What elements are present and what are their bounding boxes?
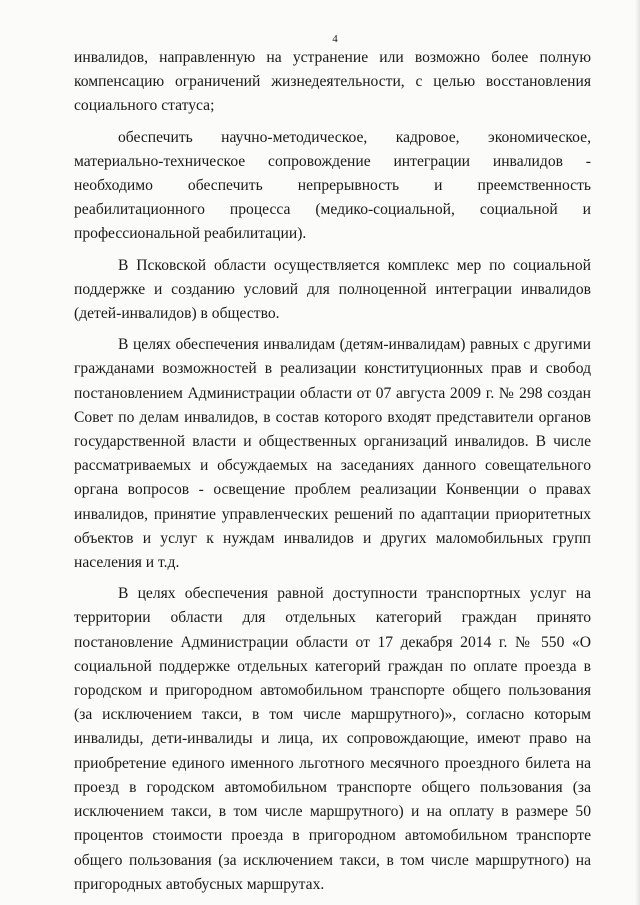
- paragraph-4: В целях обеспечения инвалидам (детям-инвалидам) равных с другими гражданами возможностей в реализации конституционных прав и свобод постановлением Администрации области от 07 августа 2009 г. № 298 создан Совет по делам инвалидов, в состав которого входят представители органов государственной власти и общественных организаций инвалидов. В числе рассматриваемых и обсуждаемых на заседаниях данного совещательного органа вопросов - освещение проблем реализации Конвенции о правах инвалидов, принятие управленческих решений по адаптации приоритетных объектов и услуг к нуждам инвалидов и других маломобильных групп населения и т.д.: [74, 336, 591, 572]
- paragraph-5: В целях обеспечения равной доступности транспортных услуг на территории области для отдельных категорий граждан принято постановление Администрации области от 17 декабря 2014 г. № 550 «О социальной поддержке отдельных категорий граждан по оплате проезда в городском и пригородном автомобильном транспорте общего пользования (за исключением такси, в том числе маршрутного)», согласно которым инвалиды, дети-инвалиды и лица, их сопровождающие, имеют право на приобретение единого именного льготного месячного проездного билета на проезд в городском автомобильном транспорте общего пользования (за исключением такси, в том числе маршрутного) и на оплату в размере 50 процентов стоимости проезда в пригородном автомобильном транспорте общего пользования (за исключением такси, в том числе маршрутного) на пригородных автобусных маршрутах.: [74, 585, 591, 893]
- page-number: 4: [332, 33, 338, 45]
- scan-edge: [635, 0, 640, 905]
- document-body: [74, 46, 591, 897]
- paragraph-3: В Псковской области осуществляется комплекс мер по социальной поддержке и созданию условий для полноценной интеграции инвалидов (детей-инвалидов) в общество.: [74, 256, 591, 323]
- paragraph-2: обеспечить научно-методическое, кадровое, экономическое, материально-техническое сопровождение интеграции инвалидов - необходимо обеспечить непрерывность и преемственность реабилитационного процесса (медико-социальной, социальной и профессиональной реабилитации).: [74, 128, 591, 243]
- paragraph-1: инвалидов, направленную на устранение или возможно более полную компенсацию ограничений жизнедеятельности, с целью восстановления социального статуса;: [74, 49, 591, 115]
